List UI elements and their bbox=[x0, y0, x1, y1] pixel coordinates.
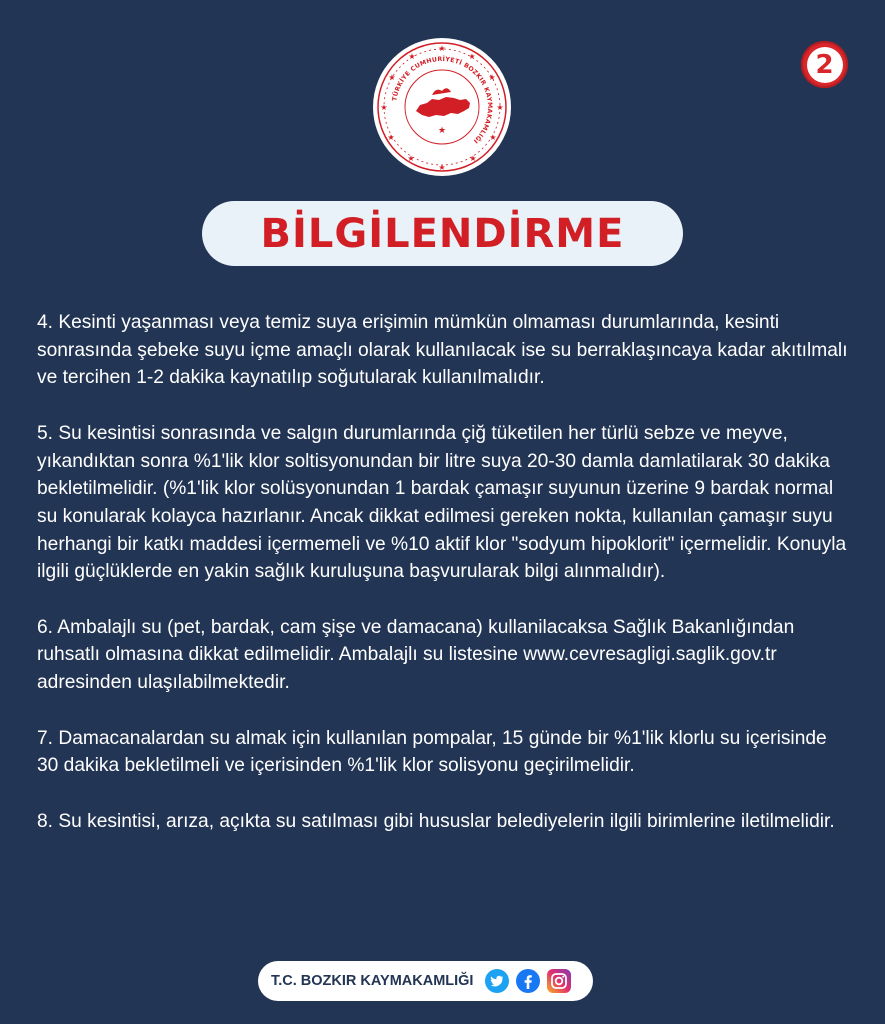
page-number: 2 bbox=[807, 47, 843, 83]
svg-text:★: ★ bbox=[469, 154, 477, 163]
paragraph-4: 4. Kesinti yaşanması veya temiz suya erişimin mümkün olmaması durumlarında, kesinti sonrasında şebeke suyu içme amaçlı olarak kullanılacak ise su berraklaşıncaya kadar akıtılmalı ve tercihen 1-2 dakika kaynatılıp soğutularak kullanılmalıdır. bbox=[37, 312, 848, 389]
turkey-map-seal-icon bbox=[372, 37, 512, 177]
svg-text:★: ★ bbox=[468, 52, 476, 61]
svg-text:★: ★ bbox=[380, 103, 388, 112]
kaymakamlik-seal-logo bbox=[372, 37, 512, 177]
paragraph-7: 7. Damacanalardan su almak için kullanılan pompalar, 15 günde bir %1'lik klorlu su içerisinde 30 dakika bekletilmeli ve içerisinden %1'lik klor solisyonu geçirilmelidir. bbox=[37, 727, 827, 777]
instagram-icon[interactable] bbox=[547, 969, 571, 993]
facebook-icon[interactable] bbox=[516, 969, 540, 993]
svg-text:★: ★ bbox=[496, 103, 504, 112]
svg-text:★: ★ bbox=[437, 125, 447, 135]
svg-text:★: ★ bbox=[387, 133, 395, 142]
page-title: BİLGİLENDİRME bbox=[260, 210, 625, 257]
page-number-badge bbox=[801, 41, 848, 88]
svg-text:★: ★ bbox=[489, 133, 497, 142]
title-banner bbox=[202, 201, 683, 266]
paragraph-8: 8. Su kesintisi, arıza, açıkta su satılması gibi hususlar belediyelerin ilgili birimlerine iletilmelidir. bbox=[37, 810, 835, 832]
twitter-icon[interactable] bbox=[485, 969, 509, 993]
svg-text:★: ★ bbox=[438, 44, 446, 53]
svg-text:★: ★ bbox=[388, 73, 396, 82]
paragraph-5: 5. Su kesintisi sonrasında ve salgın durumlarında çiğ tüketilen her türlü sebze ve meyve, yıkandıktan sonra %1'lik klor soltisyonundan bir litre suya 20-30 damla damlatilarak 30 dakika bekletilmelidir. (%1'lik klor solüsyonundan 1 bardak çamaşır suyunun üzerine 9 bardak normal su konularak kolayca hazırlanır. Ancak dikkat edilmesi gereken nokta, kullanılan çamaşır suyu herhangi bir katkı maddesi içermemeli ve %10 aktif klor "sodyum hipoklorit" içermelidir. Konuyla ilgili güçlüklerde en yakin sağlık kuruluşuna başvurularak bilgi alınmalıdır). bbox=[37, 422, 847, 583]
footer-bar bbox=[258, 961, 593, 1001]
social-links bbox=[485, 969, 571, 993]
svg-text:★: ★ bbox=[408, 52, 416, 61]
svg-text:★: ★ bbox=[488, 73, 496, 82]
svg-text:★: ★ bbox=[438, 163, 446, 172]
paragraph-6: 6. Ambalajlı su (pet, bardak, cam şişe ve damacana) kullanilacaksa Sağlık Bakanlığından ruhsatlı olmasına dikkat edilmelidir. Ambalajlı su listesine www.cevresagligi.saglik.gov.tr adresinden ulaşılabilmektedir. bbox=[37, 616, 795, 694]
svg-text:★: ★ bbox=[407, 154, 415, 163]
footer-label: T.C. BOZKIR KAYMAKAMLIĞI bbox=[271, 973, 474, 989]
svg-text:TÜRKİYE CUMHURİYETİ BOZKIR KAY: TÜRKİYE CUMHURİYETİ BOZKIR KAYMAKAMLIĞI bbox=[391, 55, 494, 145]
information-body bbox=[37, 309, 852, 863]
